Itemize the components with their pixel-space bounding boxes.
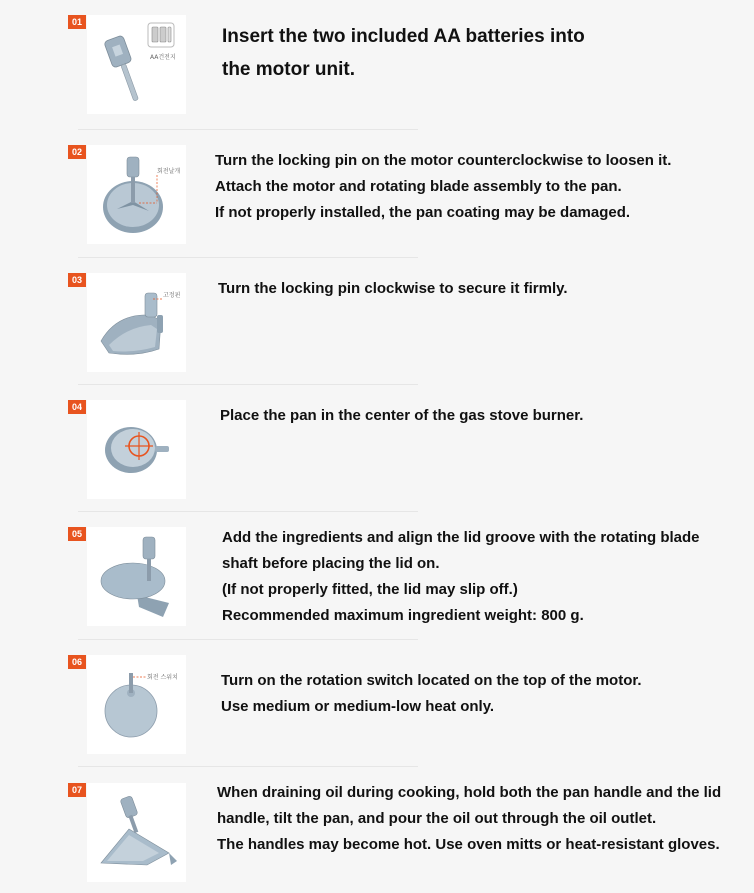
step-image bbox=[87, 400, 186, 499]
step-number-badge: 04 bbox=[68, 400, 86, 414]
step-divider bbox=[78, 257, 418, 258]
pan-blade-assembly-icon bbox=[87, 145, 186, 244]
step-divider bbox=[78, 511, 418, 512]
step-instructions: Place the pan in the center of the gas stove burner. bbox=[220, 407, 584, 424]
step-number-badge: 05 bbox=[68, 527, 86, 541]
step-instructions: Turn on the rotation switch located on the top of the motor. Use medium or medium-low heat only. bbox=[221, 672, 642, 715]
pan-on-burner-icon bbox=[87, 400, 186, 499]
locking-pin-icon bbox=[87, 273, 186, 372]
rotation-switch-icon bbox=[87, 655, 186, 754]
step-divider bbox=[78, 639, 418, 640]
svg-text:회전 스위치: 회전 스위치 bbox=[147, 674, 178, 681]
svg-text:회전날개: 회전날개 bbox=[157, 168, 181, 175]
step-image bbox=[87, 273, 186, 372]
step-divider bbox=[78, 129, 418, 130]
step-divider bbox=[78, 766, 418, 767]
step-image bbox=[87, 145, 186, 244]
step-image bbox=[87, 15, 186, 114]
step-image bbox=[87, 655, 186, 754]
step-image bbox=[87, 527, 186, 626]
step-instructions: Turn the locking pin clockwise to secure it firmly. bbox=[218, 280, 568, 297]
step-instructions: When draining oil during cooking, hold both the pan handle and the lid handle, tilt the pan, and pour the oil out through the oil outlet. The handles may become hot. Use oven mitts or heat-resistant gloves. bbox=[217, 784, 722, 853]
step-image bbox=[87, 783, 186, 882]
step-instructions: Insert the two included AA batteries into the motor unit. bbox=[222, 26, 585, 80]
step-number-badge: 01 bbox=[68, 15, 86, 29]
step-number-badge: 07 bbox=[68, 783, 86, 797]
step-instructions: Add the ingredients and align the lid groove with the rotating blade shaft before placing the lid on. (If not properly fitted, the lid may slip off.) Recommended maximum ingredient weight: 800 g. bbox=[222, 529, 700, 624]
drain-oil-icon bbox=[87, 783, 186, 882]
step-number-badge: 02 bbox=[68, 145, 86, 159]
battery-motor-icon bbox=[87, 15, 186, 114]
step-instructions: Turn the locking pin on the motor counterclockwise to loosen it. Attach the motor and rotating blade assembly to the pan. If not properly installed, the pan coating may be damaged. bbox=[215, 152, 672, 221]
step-number-badge: 06 bbox=[68, 655, 86, 669]
lid-placement-icon bbox=[87, 527, 186, 626]
step-divider bbox=[78, 384, 418, 385]
svg-text:AA건전지: AA건전지 bbox=[150, 54, 176, 61]
svg-text:고정핀: 고정핀 bbox=[163, 292, 181, 299]
step-number-badge: 03 bbox=[68, 273, 86, 287]
